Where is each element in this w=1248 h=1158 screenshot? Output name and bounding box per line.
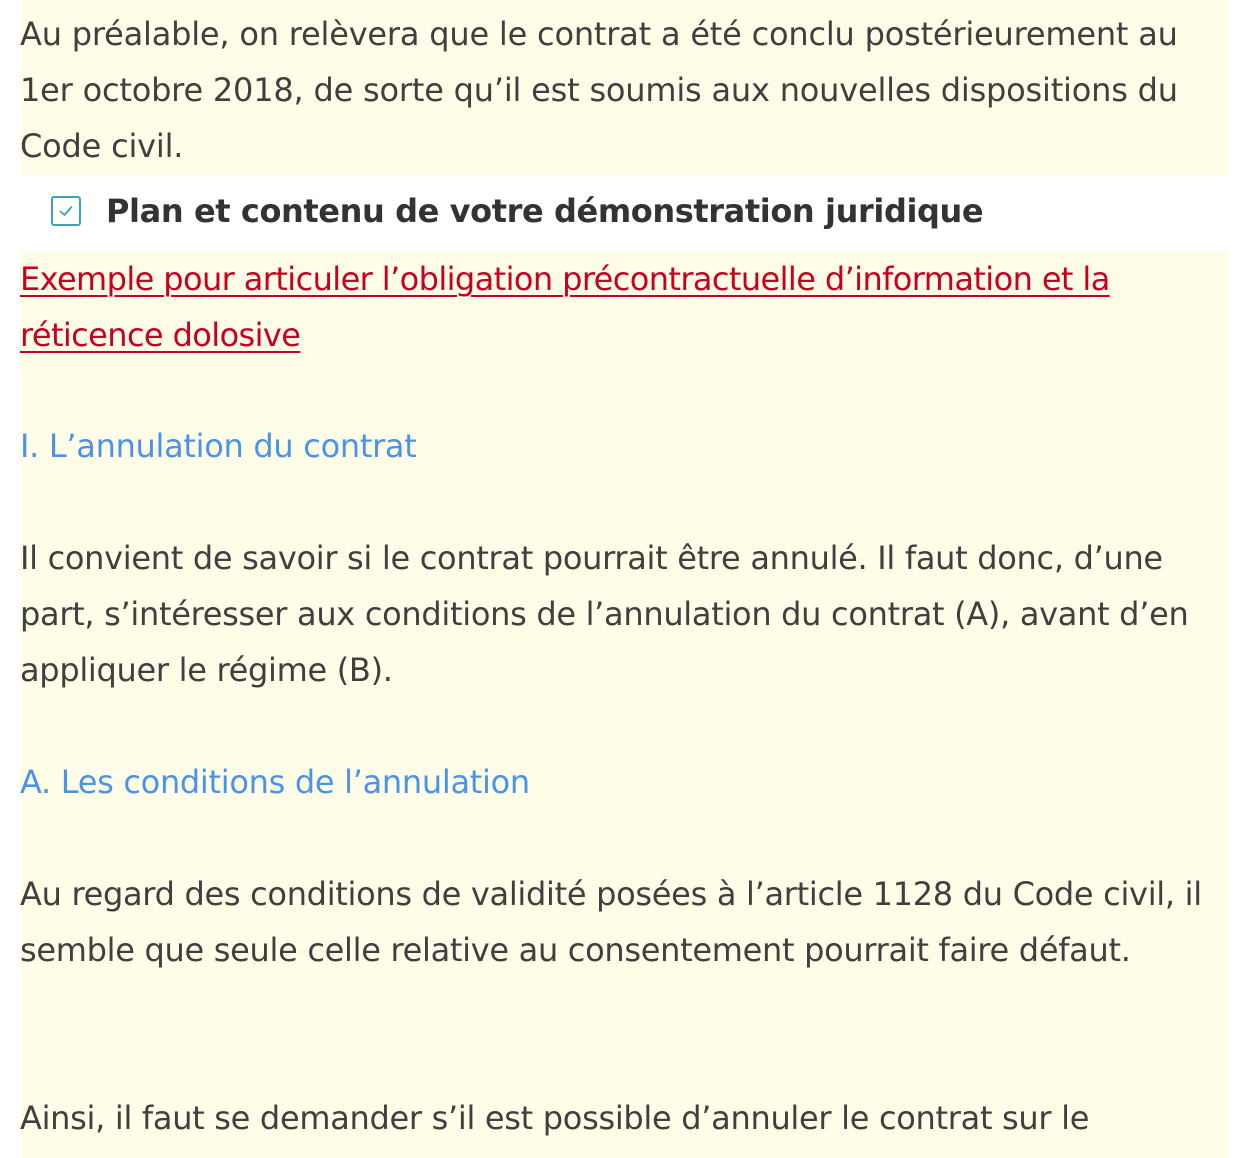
subsection-paragraph: Au regard des conditions de validité posées à l’article 1128 du Code civil, il semble que seule celle relative au consentement pourrait faire défaut. <box>20 875 1202 969</box>
checkbox-checked-icon[interactable] <box>51 196 81 226</box>
example-link[interactable]: Exemple pour articuler l’obligation précontractuelle d’information et la réticence dolosive <box>20 260 1110 354</box>
content-block <box>20 251 1228 1158</box>
checklist-item[interactable] <box>20 175 1228 251</box>
subsection-heading-conditions: A. Les conditions de l’annulation <box>20 763 530 801</box>
checklist-label: Plan et contenu de votre démonstration juridique <box>106 192 984 230</box>
intro-block <box>20 0 1228 175</box>
intro-paragraph: Au préalable, on relèvera que le contrat a été conclu postérieurement au 1er octobre 2018, de sorte qu’il est soumis aux nouvelles dispositions du Code civil. <box>20 15 1178 165</box>
section-paragraph: Il convient de savoir si le contrat pourrait être annulé. Il faut donc, d’une part, s’intéresser aux conditions de l’annulation du contrat (A), avant d’en appliquer le régime (B). <box>20 539 1189 689</box>
subsection-paragraph: Ainsi, il faut se demander s’il est possible d’annuler le contrat sur le <box>20 1099 1090 1137</box>
section-heading-annulation: I. L’annulation du contrat <box>20 427 417 465</box>
